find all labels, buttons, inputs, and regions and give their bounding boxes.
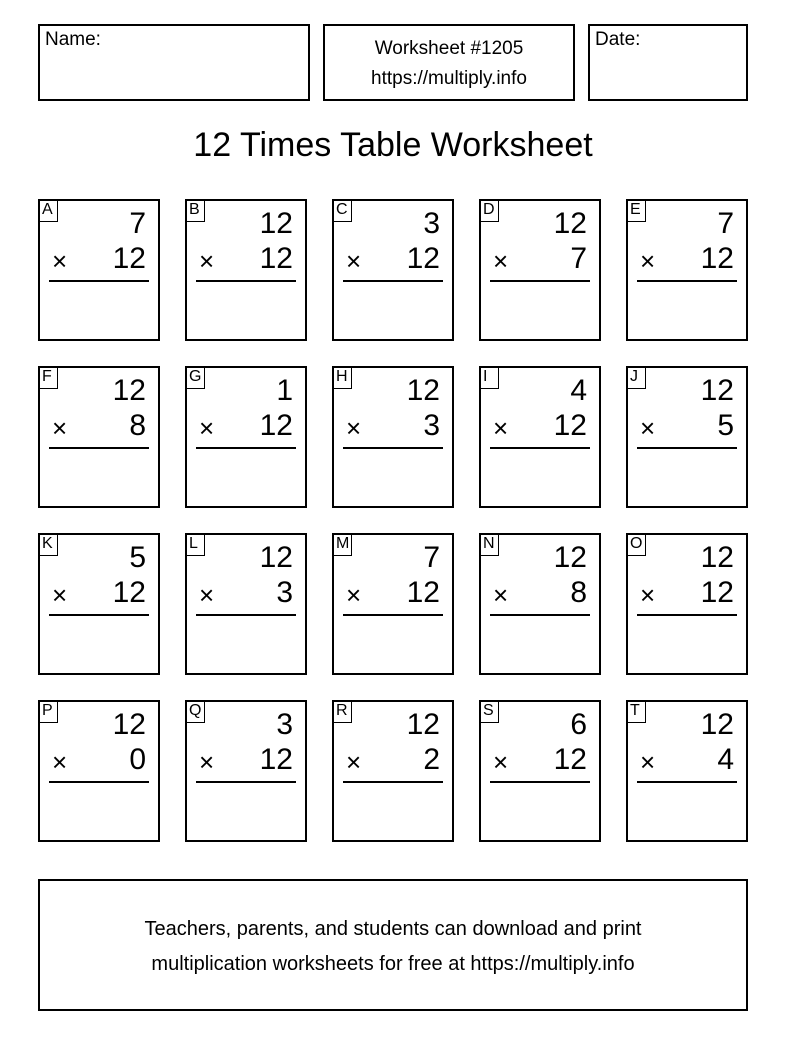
problem-card[interactable] bbox=[626, 533, 748, 675]
bottom-number: 4 bbox=[717, 743, 734, 776]
multiply-sign: × bbox=[199, 747, 215, 777]
multiply-sign: × bbox=[52, 580, 68, 610]
bottom-number: 0 bbox=[129, 743, 146, 776]
answer-line bbox=[490, 280, 590, 282]
problem-card[interactable] bbox=[38, 199, 160, 341]
problem-card[interactable] bbox=[479, 366, 601, 508]
answer-line bbox=[49, 447, 149, 449]
multiply-sign: × bbox=[52, 246, 68, 276]
answer-line bbox=[196, 781, 296, 783]
multiply-sign: × bbox=[199, 413, 215, 443]
footer-box bbox=[38, 879, 748, 1011]
bottom-number: 12 bbox=[406, 576, 440, 609]
bottom-number: 5 bbox=[717, 409, 734, 442]
problem-letter: F bbox=[38, 366, 58, 389]
bottom-number: 12 bbox=[112, 576, 146, 609]
worksheet-info-box bbox=[323, 24, 575, 101]
top-number: 12 bbox=[112, 374, 146, 407]
problem-letter: E bbox=[626, 199, 646, 222]
multiply-sign: × bbox=[52, 413, 68, 443]
problem-letter: B bbox=[185, 199, 205, 222]
multiply-sign: × bbox=[52, 747, 68, 777]
answer-line bbox=[343, 447, 443, 449]
problem-card[interactable] bbox=[626, 366, 748, 508]
multiply-sign: × bbox=[493, 413, 509, 443]
problem-card[interactable] bbox=[479, 700, 601, 842]
problem-letter: A bbox=[38, 199, 58, 222]
bottom-number: 12 bbox=[259, 242, 293, 275]
multiply-sign: × bbox=[493, 246, 509, 276]
top-number: 12 bbox=[700, 374, 734, 407]
bottom-number: 12 bbox=[700, 242, 734, 275]
footer-line-2: multiplication worksheets for free at https://multiply.info bbox=[151, 953, 635, 975]
problem-card[interactable] bbox=[185, 366, 307, 508]
problem-letter: S bbox=[479, 700, 499, 723]
top-number: 3 bbox=[423, 207, 440, 240]
top-number: 12 bbox=[112, 708, 146, 741]
worksheet-number: Worksheet #1205 bbox=[374, 38, 524, 59]
top-number: 12 bbox=[553, 541, 587, 574]
answer-line bbox=[49, 280, 149, 282]
bottom-number: 3 bbox=[423, 409, 440, 442]
problem-letter: G bbox=[185, 366, 205, 389]
bottom-number: 12 bbox=[112, 242, 146, 275]
bottom-number: 12 bbox=[553, 743, 587, 776]
bottom-number: 12 bbox=[259, 409, 293, 442]
worksheet-url: https://multiply.info bbox=[371, 68, 527, 89]
answer-line bbox=[196, 447, 296, 449]
problem-card[interactable] bbox=[38, 700, 160, 842]
name-label: Name: bbox=[45, 29, 101, 50]
multiply-sign: × bbox=[346, 413, 362, 443]
top-number: 12 bbox=[259, 207, 293, 240]
bottom-number: 12 bbox=[259, 743, 293, 776]
top-number: 1 bbox=[276, 374, 293, 407]
top-number: 12 bbox=[553, 207, 587, 240]
top-number: 4 bbox=[570, 374, 587, 407]
answer-line bbox=[637, 614, 737, 616]
multiply-sign: × bbox=[199, 246, 215, 276]
answer-line bbox=[490, 614, 590, 616]
problem-letter: H bbox=[332, 366, 352, 389]
top-number: 7 bbox=[717, 207, 734, 240]
problem-letter: Q bbox=[185, 700, 205, 723]
multiply-sign: × bbox=[493, 747, 509, 777]
name-box[interactable] bbox=[38, 24, 310, 101]
top-number: 12 bbox=[406, 374, 440, 407]
multiply-sign: × bbox=[346, 747, 362, 777]
top-number: 7 bbox=[423, 541, 440, 574]
problem-letter: D bbox=[479, 199, 499, 222]
problem-letter: M bbox=[332, 533, 352, 556]
answer-line bbox=[490, 447, 590, 449]
answer-line bbox=[637, 781, 737, 783]
bottom-number: 7 bbox=[570, 242, 587, 275]
multiply-sign: × bbox=[640, 747, 656, 777]
answer-line bbox=[637, 280, 737, 282]
answer-line bbox=[490, 781, 590, 783]
multiply-sign: × bbox=[640, 413, 656, 443]
top-number: 6 bbox=[570, 708, 587, 741]
multiply-sign: × bbox=[493, 580, 509, 610]
answer-line bbox=[49, 781, 149, 783]
multiply-sign: × bbox=[346, 246, 362, 276]
top-number: 12 bbox=[700, 541, 734, 574]
multiply-sign: × bbox=[346, 580, 362, 610]
problem-card[interactable] bbox=[332, 533, 454, 675]
problem-letter: O bbox=[626, 533, 646, 556]
bottom-number: 12 bbox=[553, 409, 587, 442]
problem-card[interactable] bbox=[479, 533, 601, 675]
problem-letter: R bbox=[332, 700, 352, 723]
top-number: 5 bbox=[129, 541, 146, 574]
problem-letter: T bbox=[626, 700, 646, 723]
date-label: Date: bbox=[595, 29, 641, 50]
problem-letter: L bbox=[185, 533, 205, 556]
answer-line bbox=[196, 614, 296, 616]
answer-line bbox=[343, 614, 443, 616]
bottom-number: 8 bbox=[570, 576, 587, 609]
top-number: 7 bbox=[129, 207, 146, 240]
top-number: 12 bbox=[700, 708, 734, 741]
multiply-sign: × bbox=[199, 580, 215, 610]
top-number: 12 bbox=[406, 708, 440, 741]
bottom-number: 3 bbox=[276, 576, 293, 609]
problem-letter: I bbox=[479, 366, 499, 389]
problem-letter: P bbox=[38, 700, 58, 723]
answer-line bbox=[343, 781, 443, 783]
footer-line-1: Teachers, parents, and students can download and print bbox=[144, 918, 642, 940]
bottom-number: 12 bbox=[700, 576, 734, 609]
problem-card[interactable] bbox=[332, 366, 454, 508]
problem-card[interactable] bbox=[38, 533, 160, 675]
page-title: 12 Times Table Worksheet bbox=[193, 126, 593, 164]
top-number: 3 bbox=[276, 708, 293, 741]
problem-card[interactable] bbox=[332, 199, 454, 341]
date-box[interactable] bbox=[588, 24, 748, 101]
bottom-number: 12 bbox=[406, 242, 440, 275]
problem-letter: N bbox=[479, 533, 499, 556]
answer-line bbox=[637, 447, 737, 449]
problem-card[interactable] bbox=[38, 366, 160, 508]
bottom-number: 8 bbox=[129, 409, 146, 442]
problem-card[interactable] bbox=[479, 199, 601, 341]
answer-line bbox=[343, 280, 443, 282]
answer-line bbox=[49, 614, 149, 616]
problem-card[interactable] bbox=[185, 199, 307, 341]
answer-line bbox=[196, 280, 296, 282]
problem-letter: C bbox=[332, 199, 352, 222]
problem-card[interactable] bbox=[626, 199, 748, 341]
bottom-number: 2 bbox=[423, 743, 440, 776]
multiply-sign: × bbox=[640, 246, 656, 276]
problem-card[interactable] bbox=[185, 533, 307, 675]
top-number: 12 bbox=[259, 541, 293, 574]
problem-card[interactable] bbox=[332, 700, 454, 842]
problem-letter: K bbox=[38, 533, 58, 556]
problem-card[interactable] bbox=[626, 700, 748, 842]
multiply-sign: × bbox=[640, 580, 656, 610]
problem-letter: J bbox=[626, 366, 646, 389]
problem-card[interactable] bbox=[185, 700, 307, 842]
